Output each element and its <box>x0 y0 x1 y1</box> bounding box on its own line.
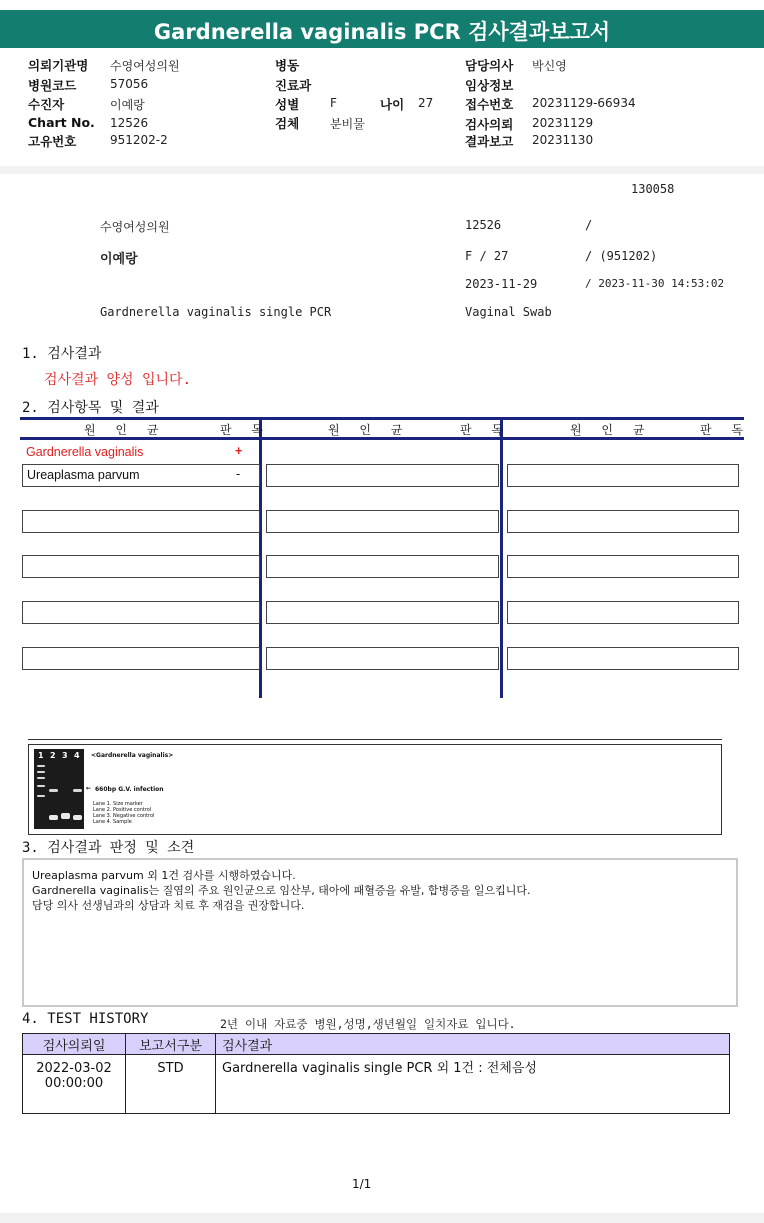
gel-title: <Gardnerella vaginalis> <box>91 752 174 759</box>
gel-legend-item: Lane 4. Sample <box>93 819 132 825</box>
gel-ladder-band <box>37 795 45 797</box>
request-value: 20231129 <box>532 116 594 130</box>
hospital-code-value: 57056 <box>110 77 149 91</box>
info-slash: / <box>585 218 593 232</box>
clinical-label: 임상정보 <box>465 78 514 93</box>
col-header-pathogen: 원 인 균 <box>84 423 167 437</box>
history-col-type: 보고서구분 <box>126 1034 216 1055</box>
result-cell-box <box>507 464 739 487</box>
result-cell-box <box>507 555 739 578</box>
gel-primer-band <box>61 813 70 819</box>
gel-lane-label: 2 <box>50 751 56 760</box>
page-number: 1/1 <box>352 1177 372 1191</box>
result-cell-box <box>22 601 260 624</box>
info-request-date: 2023-11-29 <box>465 277 538 291</box>
gel-lane-label: 4 <box>74 751 80 760</box>
result-name: Ureaplasma parvum <box>27 468 140 482</box>
chart-no-label: Chart No. <box>28 115 95 130</box>
gel-legend-item: Lane 1. Size marker <box>93 801 143 807</box>
table-top-rule <box>20 417 744 420</box>
age-value: 27 <box>418 96 434 110</box>
gel-positive-band <box>49 789 58 792</box>
history-time: 00:00:00 <box>44 1076 104 1091</box>
footer-divider <box>0 1213 764 1223</box>
result-cell-box <box>22 555 260 578</box>
opinion-line: 담당 의사 선생님과의 상담과 치료 후 재검을 권장합니다. <box>32 899 305 912</box>
info-report-datetime: / 2023-11-30 14:53:02 <box>585 277 725 290</box>
report-title-bar <box>0 10 764 48</box>
receipt-value: 20231129-66934 <box>532 96 636 110</box>
gel-lane-label: 1 <box>38 751 44 760</box>
specimen-label: 검체 <box>275 116 300 131</box>
history-table <box>22 1033 730 1114</box>
dept-label: 진료과 <box>275 78 312 93</box>
sex-label: 성별 <box>275 97 300 112</box>
table-divider-2 <box>500 420 503 698</box>
gel-figure <box>28 744 722 835</box>
info-test-name: Gardnerella vaginalis single PCR <box>100 305 332 319</box>
col-header-reading: 판 독 <box>460 423 511 437</box>
result-cell-box <box>507 647 739 670</box>
gel-legend-item: Lane 2. Positive control <box>93 807 152 813</box>
gel-arrow-icon: ← <box>86 785 92 792</box>
gel-sample-band <box>73 789 82 792</box>
gel-legend-item: Lane 3. Negative control <box>93 813 155 819</box>
result-cell-box <box>266 510 499 533</box>
report-date-label: 결과보고 <box>465 134 514 149</box>
patient-value: 이예랑 <box>110 98 145 112</box>
section4-heading: 4. TEST HISTORY <box>22 1011 149 1027</box>
result-cell-box <box>22 647 260 670</box>
history-type: STD <box>126 1055 216 1114</box>
history-result: Gardnerella vaginalis single PCR 외 1건 : 전체음성 <box>216 1055 730 1114</box>
unique-no-label: 고유번호 <box>28 134 77 149</box>
col-header-reading: 판 독 <box>220 423 271 437</box>
opinion-line: Gardnerella vaginalis는 질염의 주요 원인균으로 임산부, 태아에 패혈증을 유발, 합병증을 일으킵니다. <box>32 884 531 897</box>
history-date: 2022-03-02 <box>36 1061 112 1076</box>
header-divider <box>0 166 764 174</box>
col-header-pathogen: 원 인 균 <box>570 423 653 437</box>
result-cell-box <box>22 510 260 533</box>
section3-heading: 3. 검사결과 판정 및 소견 <box>22 840 195 856</box>
gel-marker-label: 660bp G.V. infection <box>95 786 164 793</box>
gel-ladder-band <box>37 785 45 787</box>
doctor-value: 박신영 <box>532 59 567 73</box>
section1-heading: 1. 검사결과 <box>22 346 102 362</box>
report-date-value: 20231130 <box>532 133 594 147</box>
header-info <box>0 48 764 166</box>
info-institution: 수영여성의원 <box>100 220 170 234</box>
gel-top-rule <box>28 739 722 740</box>
gel-primer-band <box>49 815 58 820</box>
history-note: 2년 이내 자료중 병원,성명,생년월일 일치자료 입니다. <box>220 1017 516 1031</box>
institution-value: 수영여성의원 <box>110 59 180 73</box>
receipt-label: 접수번호 <box>465 97 514 112</box>
institution-label: 의뢰기관명 <box>28 58 89 73</box>
info-patient: 이예랑 <box>100 252 138 267</box>
history-header-row <box>23 1034 730 1055</box>
info-sex-age: F / 27 <box>465 249 509 263</box>
opinion-line: Ureaplasma parvum 외 1건 검사를 시행하였습니다. <box>32 869 296 882</box>
request-label: 검사의뢰 <box>465 117 514 132</box>
opinion-box <box>22 858 738 1007</box>
hospital-code-label: 병원코드 <box>28 78 77 93</box>
info-specimen: Vaginal Swab <box>465 305 552 319</box>
result-reading: - <box>236 467 241 481</box>
gel-lane-label: 3 <box>62 751 68 760</box>
col-header-reading: 판 독 <box>700 423 751 437</box>
section1-result: 검사결과 양성 입니다. <box>44 372 192 388</box>
result-name: Gardnerella vaginalis <box>26 445 144 459</box>
info-birth: / (951202) <box>585 249 658 263</box>
gel-image <box>34 749 84 829</box>
info-chart-no: 12526 <box>465 218 502 232</box>
gel-ladder-band <box>37 765 45 767</box>
table-row <box>23 1055 730 1114</box>
col-header-pathogen: 원 인 균 <box>328 423 411 437</box>
section2-heading: 2. 검사항목 및 결과 <box>22 400 159 416</box>
doctor-label: 담당의사 <box>465 58 514 73</box>
history-date-cell <box>23 1055 126 1114</box>
sex-value: F <box>330 96 337 110</box>
id-number: 130058 <box>631 182 675 196</box>
history-col-date: 검사의뢰일 <box>23 1034 126 1055</box>
result-cell-box <box>266 601 499 624</box>
report-title: Gardnerella vaginalis PCR 검사결과보고서 <box>153 20 611 44</box>
ward-label: 병동 <box>275 58 300 73</box>
patient-label: 수진자 <box>28 97 65 112</box>
result-cell-box <box>507 601 739 624</box>
result-cell-box <box>266 464 499 487</box>
result-cell-box <box>266 555 499 578</box>
gel-primer-band <box>73 815 82 820</box>
history-col-result: 검사결과 <box>216 1034 730 1055</box>
age-label: 나이 <box>380 97 405 112</box>
gel-ladder-band <box>37 771 45 773</box>
unique-no-value: 951202-2 <box>110 133 168 147</box>
gel-ladder-band <box>37 777 45 779</box>
result-reading: + <box>235 444 243 458</box>
result-cell-box <box>507 510 739 533</box>
result-cell-box <box>266 647 499 670</box>
specimen-value: 분비물 <box>330 117 365 131</box>
chart-no-value: 12526 <box>110 116 149 130</box>
